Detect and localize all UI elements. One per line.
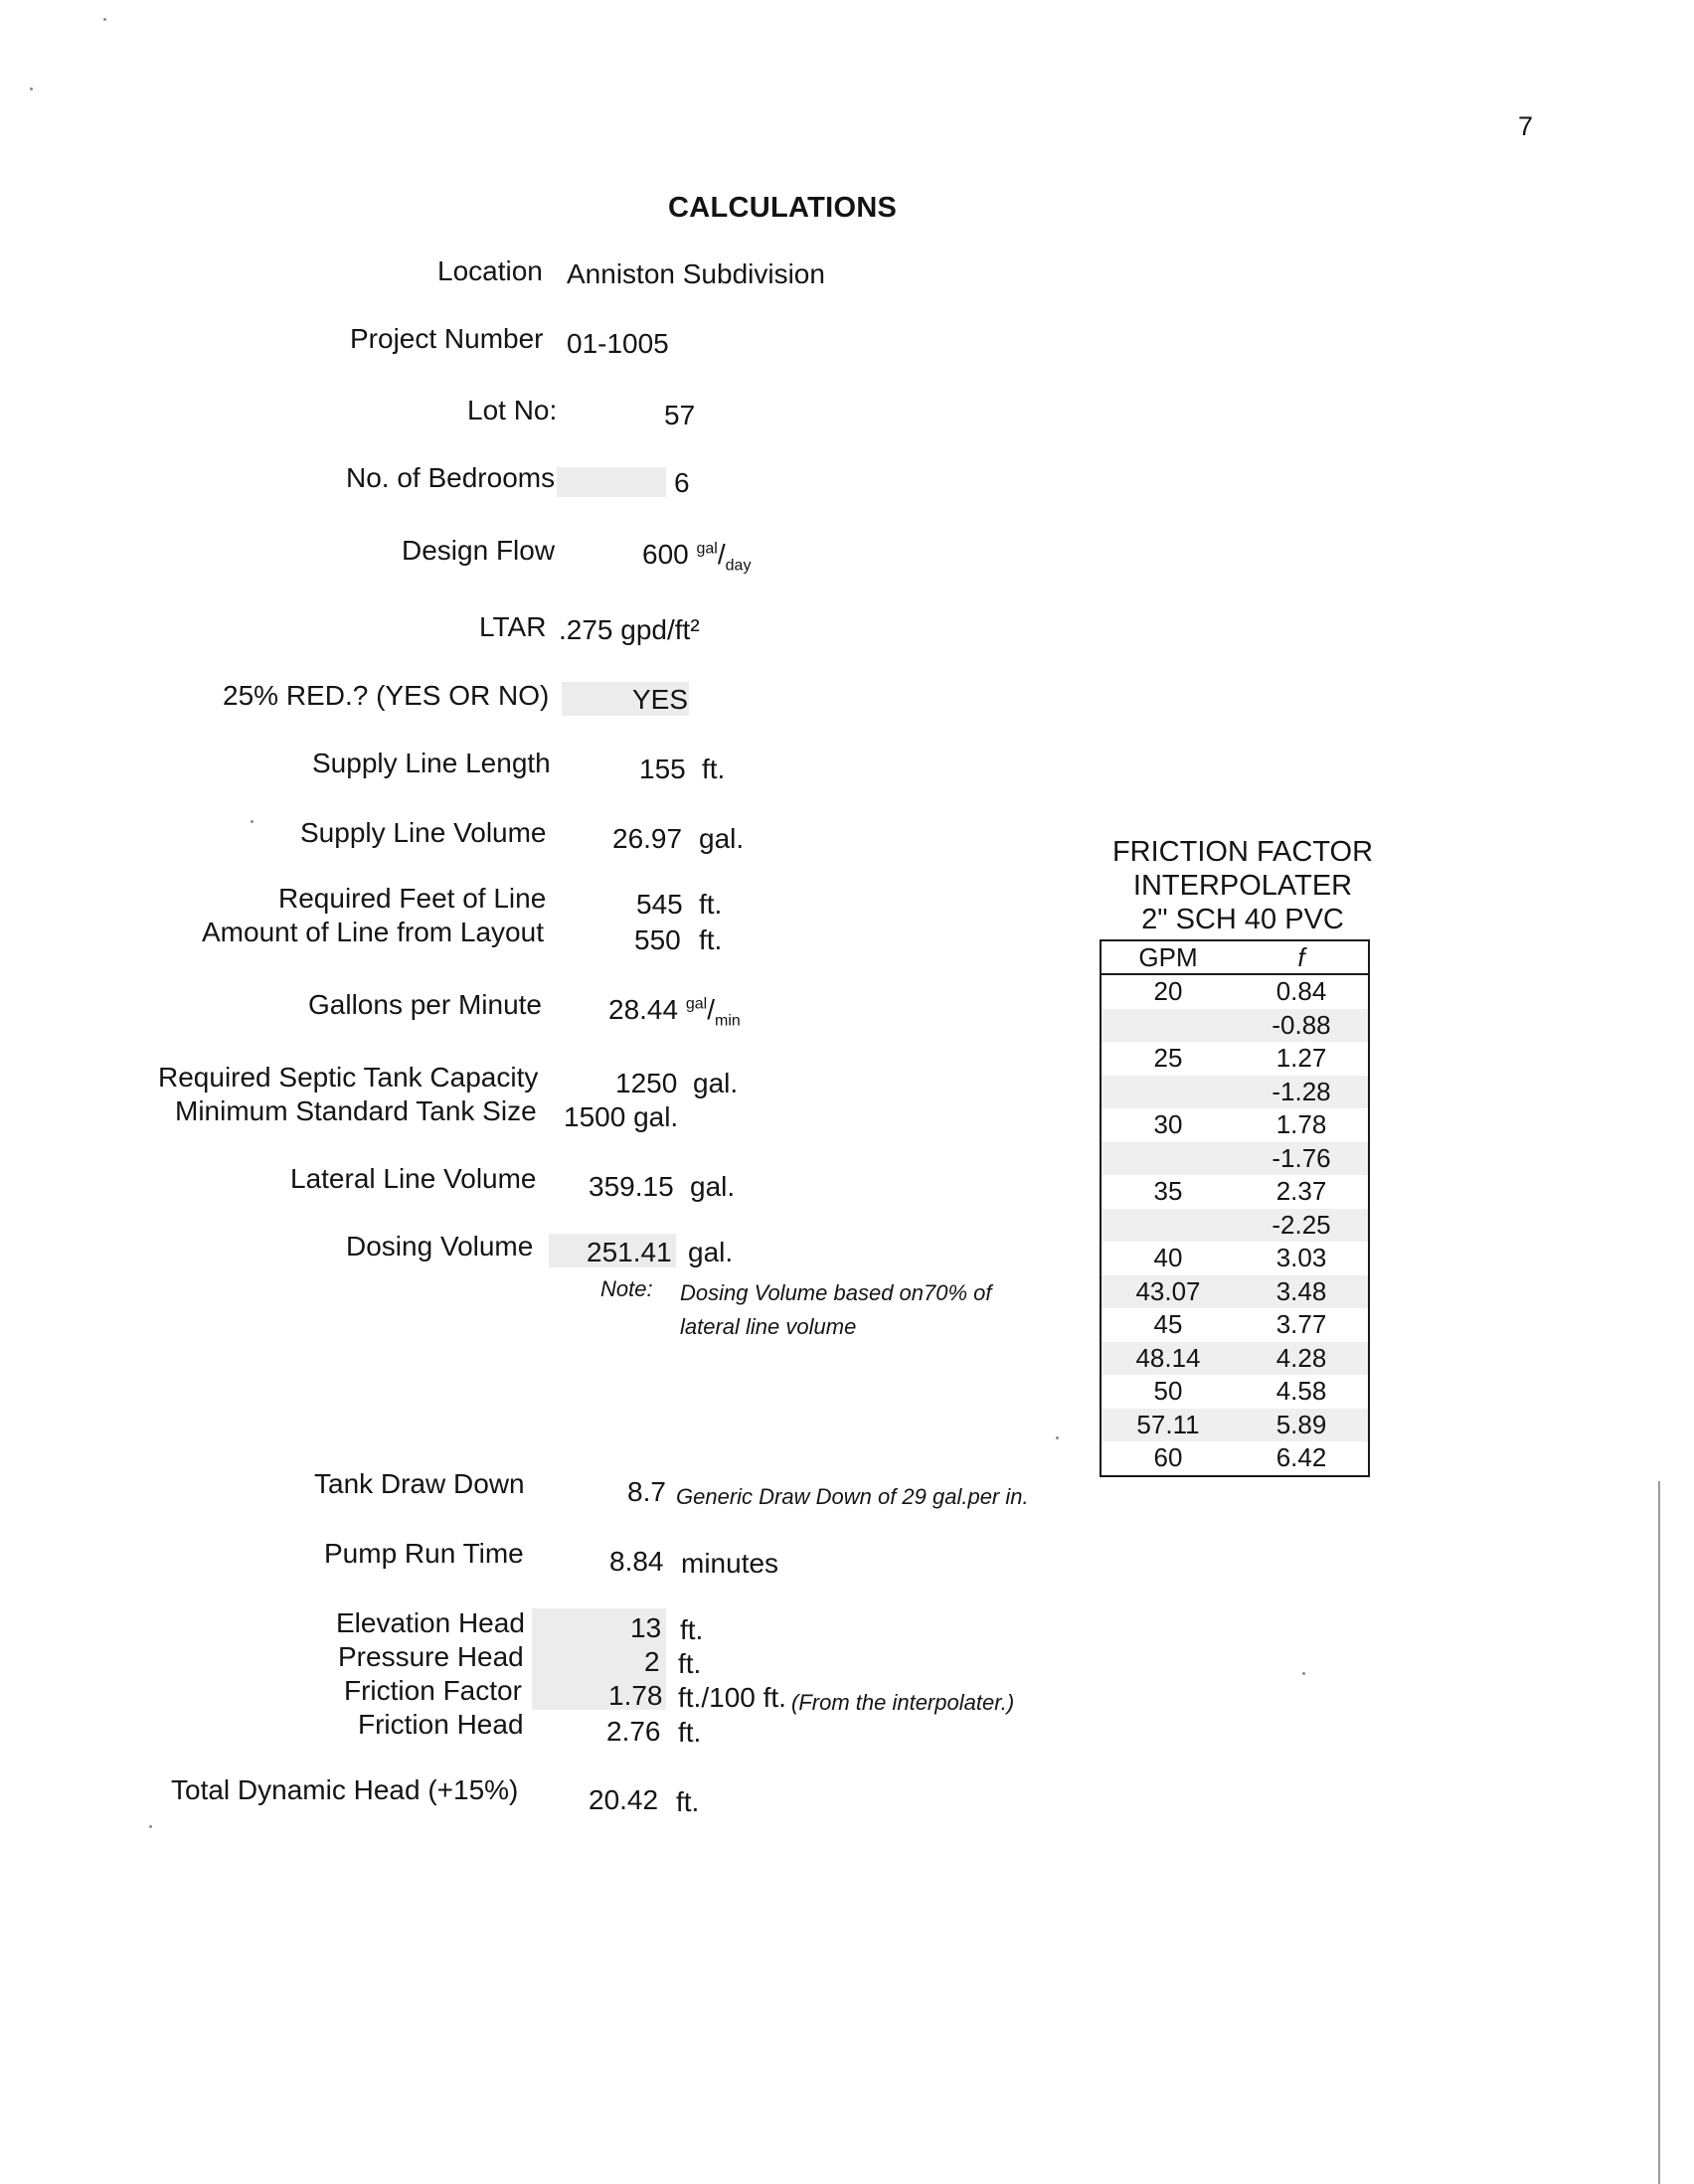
ff-gpm-cell: 60 [1153, 1442, 1183, 1473]
bedrooms-label: No. of Bedrooms [346, 462, 556, 493]
table-row [1101, 1242, 1369, 1275]
project-number-label: Project Number [350, 323, 544, 354]
ff-gpm-cell: 30 [1153, 1109, 1183, 1140]
layout-line-value: 550 [634, 924, 681, 955]
ff-f-cell: -2.25 [1235, 1209, 1369, 1243]
elevation-head-value: 13 [630, 1612, 662, 1643]
friction-factor-label: Friction Factor [344, 1675, 522, 1706]
pump-run-value: 8.84 [609, 1546, 664, 1577]
gpm-unit-sup: gal [685, 995, 708, 1013]
draw-down-value: 8.7 [627, 1476, 666, 1507]
table-row [1101, 1142, 1369, 1176]
ff-f-cell: 5.89 [1235, 1409, 1369, 1442]
supply-length-unit: ft. [702, 754, 726, 784]
ff-title-line1: FRICTION FACTOR [1111, 836, 1374, 868]
ff-col-f: f [1235, 940, 1369, 974]
ff-gpm-cell [1101, 1209, 1235, 1243]
septic-capacity-value: 1250 [615, 1068, 678, 1098]
location-value: Anniston Subdivision [567, 258, 825, 289]
layout-line-unit: ft. [699, 924, 723, 955]
scan-edge-line [1658, 1481, 1660, 2184]
ff-f-cell: -1.76 [1235, 1142, 1369, 1176]
supply-volume-unit: gal. [699, 823, 745, 854]
supply-volume-value: 26.97 [612, 823, 683, 854]
design-flow-unit-sub: day [725, 557, 752, 575]
min-tank-value: 1500 gal. [564, 1101, 679, 1132]
dosing-note-line2: lateral line volume [680, 1314, 857, 1339]
ff-gpm-cell: 43.07 [1101, 1275, 1235, 1309]
design-flow-number: 600 [642, 539, 689, 570]
ltar-value: .275 gpd/ft² [559, 614, 700, 645]
friction-head-unit: ft. [678, 1717, 702, 1748]
table-row [1101, 1275, 1369, 1309]
design-flow-value: 600 $^{gal}/_{day}$ [642, 539, 752, 575]
friction-head-value: 2.76 [606, 1716, 661, 1747]
dosing-volume-value: 251.41 [587, 1237, 672, 1267]
ff-gpm-cell: 50 [1153, 1376, 1183, 1407]
septic-capacity-label: Required Septic Tank Capacity [158, 1062, 539, 1092]
table-row [1101, 1076, 1369, 1109]
tdh-value: 20.42 [589, 1784, 659, 1815]
dosing-note-label: Note: [600, 1276, 653, 1301]
scan-speck [30, 87, 33, 90]
ff-gpm-cell: 40 [1153, 1243, 1183, 1273]
ff-gpm-cell: 35 [1153, 1176, 1183, 1207]
ff-col-gpm: GPM [1101, 940, 1235, 974]
page-number: 7 [1518, 111, 1534, 141]
required-feet-value: 545 [636, 889, 683, 920]
ff-gpm-cell: 20 [1153, 976, 1183, 1007]
draw-down-label: Tank Draw Down [314, 1468, 525, 1499]
pressure-head-unit: ft. [678, 1648, 702, 1679]
required-feet-label: Required Feet of Line [278, 883, 547, 914]
table-row [1101, 1441, 1369, 1476]
scan-speck [1056, 1436, 1059, 1439]
supply-volume-label: Supply Line Volume [300, 817, 547, 848]
lateral-volume-value: 359.15 [589, 1171, 674, 1202]
ff-gpm-cell: 57.11 [1101, 1409, 1235, 1442]
project-number-value: 01-1005 [567, 328, 669, 359]
elevation-head-label: Elevation Head [336, 1607, 525, 1638]
lot-label: Lot No: [467, 395, 558, 425]
bedrooms-value: 6 [674, 467, 690, 498]
lateral-volume-label: Lateral Line Volume [290, 1163, 537, 1194]
scan-speck [103, 18, 106, 21]
lateral-volume-unit: gal. [690, 1171, 736, 1202]
ff-f-cell: 3.77 [1275, 1309, 1327, 1340]
pressure-head-label: Pressure Head [338, 1641, 524, 1672]
pump-run-unit: minutes [681, 1548, 779, 1579]
table-row [1101, 974, 1369, 1009]
table-row [1101, 1342, 1369, 1376]
dosing-volume-label: Dosing Volume [346, 1231, 534, 1261]
page-title: CALCULATIONS [668, 192, 898, 224]
design-flow-unit-sup: gal [696, 540, 718, 558]
ff-title-line2: INTERPOLATER [1132, 870, 1353, 902]
gpm-value: 28.44 $^{gal}/_{min}$ [608, 994, 741, 1030]
ltar-label: LTAR [479, 611, 547, 642]
min-tank-label: Minimum Standard Tank Size [175, 1095, 537, 1126]
septic-capacity-unit: gal. [693, 1068, 739, 1098]
friction-factor-value: 1.78 [608, 1680, 663, 1711]
ff-f-cell: 3.48 [1235, 1275, 1369, 1309]
ff-gpm-cell: 48.14 [1101, 1342, 1235, 1376]
design-flow-label: Design Flow [402, 535, 556, 566]
tdh-label: Total Dynamic Head (+15%) [171, 1774, 519, 1805]
table-row [1101, 1042, 1369, 1076]
lot-value: 57 [664, 400, 696, 430]
ff-f-cell: 1.78 [1275, 1109, 1327, 1140]
ff-f-cell: 4.28 [1235, 1342, 1369, 1376]
gpm-unit-sub: min [715, 1012, 741, 1030]
dosing-note-line1: Dosing Volume based on70% of [680, 1280, 992, 1305]
location-label: Location [437, 255, 543, 286]
scan-speck [149, 1825, 152, 1828]
ff-gpm-cell: 25 [1153, 1043, 1183, 1074]
table-row [1101, 1175, 1369, 1209]
table-row [1101, 1009, 1369, 1043]
table-row [1101, 1375, 1369, 1409]
ff-f-cell: 3.03 [1275, 1243, 1327, 1273]
dosing-volume-unit: gal. [688, 1237, 734, 1267]
draw-down-note: Generic Draw Down of 29 gal.per in. [676, 1484, 1029, 1509]
ff-f-cell: -0.88 [1235, 1009, 1369, 1043]
table-row [1101, 1209, 1369, 1243]
pressure-head-value: 2 [644, 1646, 660, 1677]
reduction-label: 25% RED.? (YES OR NO) [223, 680, 550, 711]
ff-f-cell: 4.58 [1275, 1376, 1327, 1407]
friction-factor-note: (From the interpolater.) [791, 1690, 1015, 1715]
ff-gpm-cell [1101, 1076, 1235, 1109]
table-row [1101, 1409, 1369, 1442]
ff-f-cell: 6.42 [1275, 1442, 1327, 1473]
supply-length-label: Supply Line Length [312, 748, 551, 778]
table-row [1101, 1108, 1369, 1142]
ff-gpm-cell: 45 [1153, 1309, 1183, 1340]
ff-title-line3: 2" SCH 40 PVC [1141, 904, 1344, 935]
gpm-number: 28.44 [608, 994, 679, 1025]
scan-speck [251, 820, 254, 823]
shaded-cell [557, 467, 666, 497]
ff-f-cell: 1.27 [1275, 1043, 1327, 1074]
scan-speck [1302, 1672, 1305, 1675]
elevation-head-unit: ft. [680, 1614, 704, 1645]
friction-head-label: Friction Head [358, 1709, 524, 1740]
friction-factor-table [1100, 939, 1370, 1477]
supply-length-value: 155 [639, 754, 686, 784]
tdh-unit: ft. [676, 1786, 700, 1817]
ff-f-cell: 0.84 [1275, 976, 1327, 1007]
ff-f-cell: 2.37 [1275, 1176, 1327, 1207]
required-feet-unit: ft. [699, 889, 723, 920]
layout-line-label: Amount of Line from Layout [202, 917, 544, 947]
table-row [1101, 1308, 1369, 1342]
ff-f-cell: -1.28 [1235, 1076, 1369, 1109]
ff-header-row [1101, 940, 1369, 974]
pump-run-label: Pump Run Time [324, 1538, 524, 1569]
ff-gpm-cell [1101, 1009, 1235, 1043]
friction-factor-unit: ft./100 ft. [678, 1682, 786, 1713]
gpm-label: Gallons per Minute [308, 989, 543, 1020]
reduction-value: YES [632, 684, 689, 715]
ff-gpm-cell [1101, 1142, 1235, 1176]
